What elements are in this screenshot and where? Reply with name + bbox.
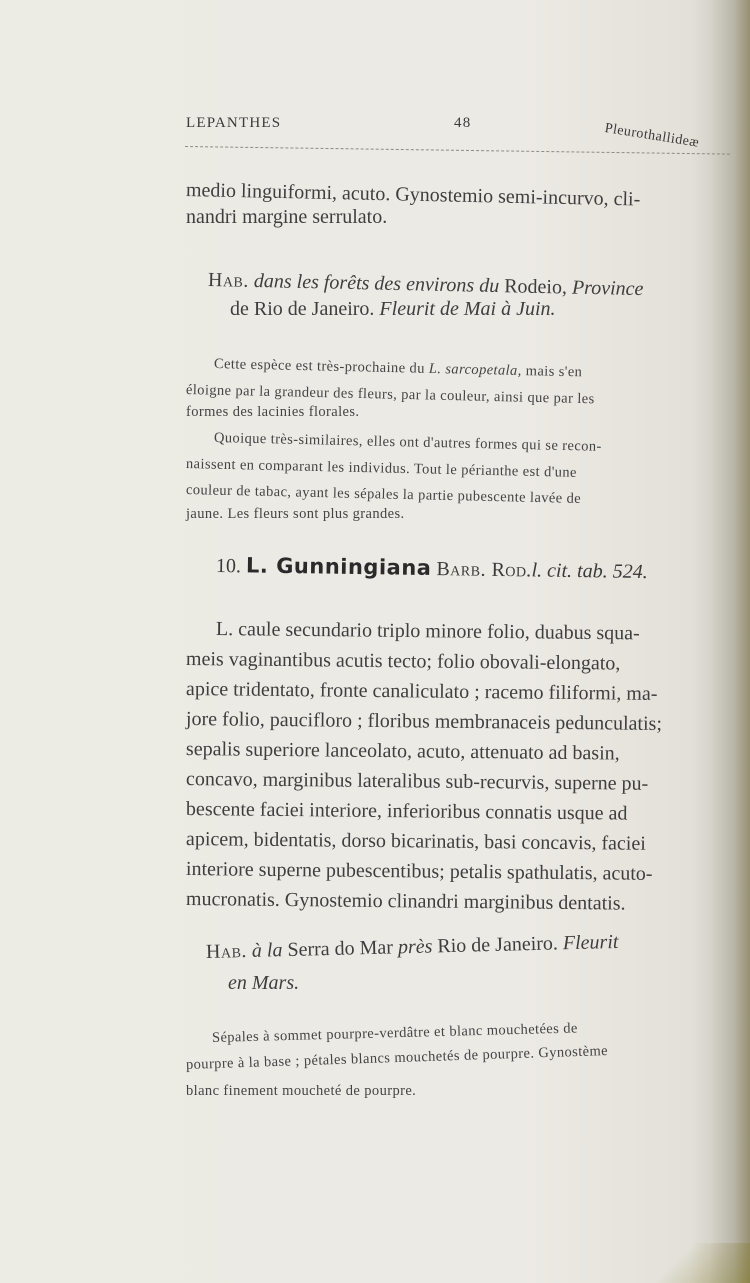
text-line: medio linguiformi, acuto. Gynostemio semi-incurvo, cli-: [185, 179, 641, 211]
description-line: sepalis superiore lanceolato, acuto, attenuato ad basin,: [185, 738, 620, 765]
note-line: jaune. Les fleurs sont plus grandes.: [186, 506, 405, 522]
species-number: 10.: [215, 555, 242, 578]
description-line: concavo, marginibus lateralibus sub-recurvis, superne pu-: [185, 768, 649, 795]
habitat-text: à la: [251, 939, 283, 962]
description-line: bescente faciei interiore, inferioribus connatis usque ad: [185, 798, 628, 825]
species-name: L. Gunningiana: [245, 553, 432, 581]
description-line: jore folio, paucifloro ; floribus membranaceis pedunculatis;: [185, 708, 663, 735]
habitat-place: Rodeio,: [503, 275, 568, 299]
description-line: L. caule secundario triplo minore folio, duabus squa-: [215, 618, 640, 645]
species-reference: L. sarcopetala,: [428, 360, 522, 379]
flowering-time: en Mars.: [228, 972, 300, 994]
note-line: pourpre à la base ; pétales blancs mouchetés de pourpre. Gynostème: [185, 1043, 609, 1073]
habitat-place: Rio de Janeiro.: [253, 298, 375, 320]
habitat-province: Province: [571, 276, 644, 301]
page-corner-stain: [630, 1243, 750, 1283]
description-line: interiore superne pubescentibus; petalis spathulatis, acuto-: [185, 858, 653, 885]
habitat-line: [230, 294, 556, 324]
species-reference: .l. cit. tab. 524.: [526, 559, 648, 584]
hab-label: Hab.: [205, 940, 248, 963]
description-line: apice tridentato, fronte canaliculato ; racemo filiformi, ma-: [185, 678, 658, 705]
hab-label: Hab.: [207, 269, 250, 292]
habitat-place: Serra do Mar: [287, 936, 394, 962]
habitat-text: dans les forêts des environs du: [253, 269, 500, 298]
note-line: couleur de tabac, ayant les sépales la partie pubescente lavée de: [185, 482, 582, 507]
running-head-title: LEPANTHES: [186, 115, 282, 131]
flowering-time: Fleurit de Mai à Juin.: [379, 298, 556, 320]
note-line: éloigne par la grandeur des fleurs, par la couleur, ainsi que par les: [185, 382, 595, 408]
running-head-section: Pleurothallideæ: [603, 121, 701, 151]
text-line: nandri margine serrulato.: [186, 206, 388, 228]
species-author: Barb. Rod: [436, 558, 527, 582]
note-line: naissent en comparant les individus. Tout le périanthe est d'une: [185, 456, 578, 481]
note-text: Cette espèce est très-prochaine du: [213, 356, 426, 377]
page-edge-shadow: [710, 0, 750, 1283]
description-line: mucronatis. Gynostemio clinandri marginibus dentatis.: [185, 888, 626, 915]
note-line: Sépales à sommet pourpre-verdâtre et blanc mouchetées de: [211, 1020, 578, 1046]
habitat-de: de: [230, 298, 249, 320]
habitat-place: Rio de Janeiro.: [437, 932, 559, 958]
page-number: 48: [454, 115, 472, 131]
description-line: apicem, bidentatis, dorso bicarinatis, basi concavis, faciei: [185, 828, 646, 855]
flowering-time: Fleurit: [562, 930, 619, 955]
note-line: formes des lacinies florales.: [186, 404, 360, 420]
habitat-text: près: [397, 935, 433, 959]
note-text: mais s'en: [525, 363, 583, 381]
note-line: Quoique très-similaires, elles ont d'autres formes qui se recon-: [213, 430, 602, 455]
note-line: blanc finement moucheté de pourpre.: [186, 1083, 417, 1099]
description-line: meis vaginantibus acutis tecto; folio obovali-elongato,: [185, 648, 621, 675]
